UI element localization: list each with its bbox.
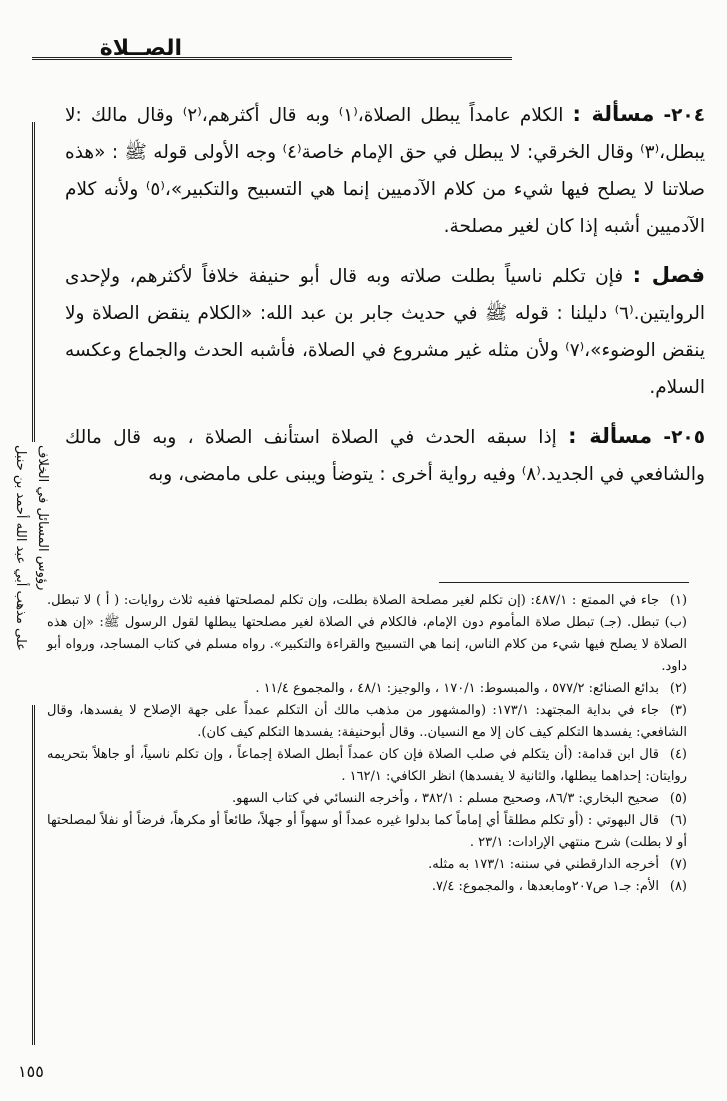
footnote: (٢)بدائع الصنائع: ٥٧٧/٢ ، والمبسوط: ١٧٠/١ ، والوجيز: ٤٨/١ ، والمجموع ١١/٤ . bbox=[255, 681, 687, 696]
footnote-separator bbox=[439, 582, 689, 583]
masala-number: ٢٠٥- bbox=[663, 427, 705, 448]
side-title-line-2: على مذهب أبي عبد الله أحمد بن حنبل bbox=[13, 445, 28, 651]
main-text bbox=[65, 96, 705, 505]
running-header-title: الصــلاة bbox=[99, 36, 182, 61]
fasl-paragraph bbox=[65, 257, 705, 406]
footnotes bbox=[47, 590, 687, 898]
header-rule bbox=[32, 57, 512, 60]
side-title-line-1: رؤوس المسائل في الخلاف bbox=[35, 445, 50, 591]
masala-keyword: مسألة : bbox=[572, 102, 655, 126]
footnote: (٥)صحيح البخاري: ٨٦/٣، وصحيح مسلم : ٣٨٢/١ ، وأخرجه النسائي في كتاب السهو. bbox=[232, 791, 687, 806]
footnote: (٦)قال البهوتي : (أو تكلم مطلقاً أي إماماً كما بدلوا غيره عمداً أو سهواً أو جهلاً، طائعاً أو مكرهاً، فرضاً أو نفلاً لمصلحتها أو لا بطلت) شرح منتهي الإرادات: ٢٣/١ . bbox=[47, 813, 687, 850]
fasl-keyword: فصل : bbox=[632, 263, 705, 287]
footnote: (٨)الأم: جـ١ ص٢٠٧ومابعدها ، والمجموع: ٧/٤. bbox=[431, 879, 687, 894]
fasl-text: فإن تكلم ناسياً بطلت صلاته وبه قال أبو حنيفة خلافاً لأكثرهم، ولإحدى الروايتين.⁽٦⁾ دليلنا : قوله ﷺ في حديث جابر بن عبد الله: «الكلام ينقض الصلاة ولا ينقض الوضوء»،⁽٧⁾ ولأن مثله غير مشروع في الصلاة، فأشبه الحدث والجماع وعكسه السلام. bbox=[65, 266, 705, 398]
side-rule-bottom bbox=[32, 705, 35, 1045]
footnote: (٤)قال ابن قدامة: (أن يتكلم في صلب الصلاة فإن كان عمداً أبطل الصلاة إجماعاً ، وإن تكلم ناسياً، أو جاهلاً بتحريمه روايتان: إحداهما يبطلها، والثانية لا يفسدها) انظر الكافي: ١٦٢/١ . bbox=[47, 747, 687, 784]
masala-205 bbox=[65, 418, 705, 493]
page-number: ١٥٥ bbox=[18, 1062, 44, 1081]
footnote: (١)جاء في الممتع : ٤٨٧/١: (إن تكلم لغير مصلحة الصلاة بطلت، وإن تكلم لمصلحتها ففيه ثلاث روايات: ( أ ) لا تبطل. (ب) تبطل. (جـ) تبطل صلاة المأموم دون الإمام، فالكلام في الصلاة لغير مصلحتها يبطلها لقول الرسول ﷺ: «إن هذه الصلاة لا يصلح فيها شيء من كلام الناس، إنما هي التسبيح والقراءة والتكبير». رواه مسلم في كتاب المساجد، ورواه أبو داود. bbox=[47, 593, 688, 674]
footnote: (٣)جاء في بداية المجتهد: ١٧٣/١: (والمشهور من مذهب مالك أن التكلم عمداً على جهة الإصلاح لا يفسدها، وقال الشافعي: يفسدها التكلم كيف كان إلا مع النسيان.. وقال أبوحنيفة: يفسدها التكلم كيف كان). bbox=[47, 703, 687, 740]
footnote: (٧)أخرجه الدارقطني في سننه: ١٧٣/١ به مثله. bbox=[428, 857, 687, 872]
masala-keyword: مسألة : bbox=[568, 424, 653, 448]
masala-204 bbox=[65, 96, 705, 245]
side-rule-top bbox=[32, 122, 35, 442]
masala-text: إذا سبقه الحدث في الصلاة استأنف الصلاة ، وبه قال مالك والشافعي في الجديد.⁽٨⁾ وفيه رواية أخرى : يتوضأ ويبنى على مامضى، وبه bbox=[65, 427, 705, 485]
masala-text: الكلام عامداً يبطل الصلاة،⁽١⁾ وبه قال أكثرهم،⁽٢⁾ وقال مالك :لا يبطل،⁽٣⁾ وقال الخرقي: لا يبطل في حق الإمام خاصة⁽٤⁾ وجه الأولى قوله ﷺ : «هذه صلاتنا لا يصلح فيها شيء من كلام الآدميين إنما هي التسبيح والتكبير»،⁽٥⁾ ولأنه كلام الآدميين أشبه إذا كان لغير مصلحة. bbox=[65, 105, 705, 237]
masala-number: ٢٠٤- bbox=[663, 105, 705, 126]
